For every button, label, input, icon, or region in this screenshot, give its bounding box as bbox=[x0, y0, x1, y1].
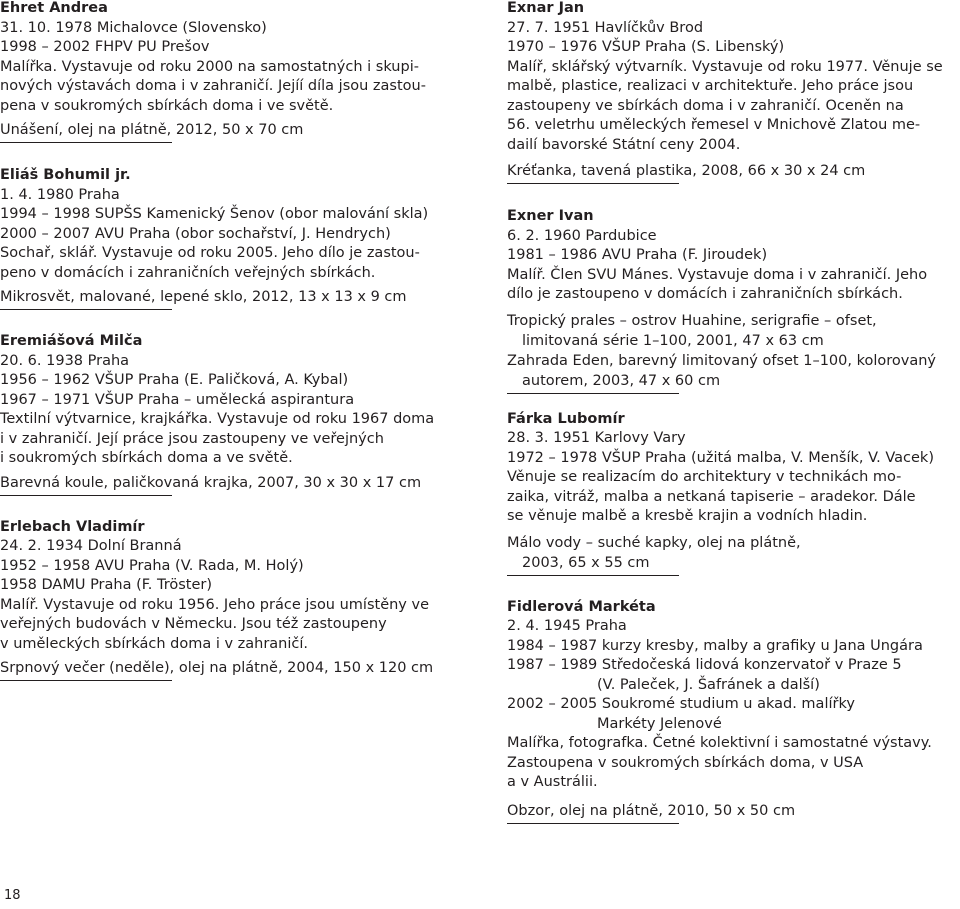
artist-name: Exner Ivan bbox=[507, 208, 594, 224]
right-column bbox=[507, 0, 960, 819]
bio-line: i v zahraničí. Její práce jsou zastoupeny ve veřejných bbox=[0, 430, 384, 447]
education-line: 2000 – 2007 AVU Praha (obor sochařství, J. Hendrych) bbox=[0, 225, 391, 242]
education-line: Markéty Jelenové bbox=[597, 715, 722, 732]
bio-line: zastoupeny ve sbírkách doma i v zahraničí. Oceněn na bbox=[507, 97, 904, 114]
bio-line: i soukromých sbírkách doma a ve světě. bbox=[0, 450, 293, 466]
bio-line: v uměleckých sbírkách doma i v zahraničí. bbox=[0, 635, 309, 652]
artist-entry-elias bbox=[0, 166, 475, 310]
artwork-caption: Mikrosvět, malované, lepené sklo, 2012, 13 x 13 x 9 cm bbox=[0, 289, 407, 305]
page-number: 18 bbox=[4, 888, 21, 903]
artist-entry-erlebach bbox=[0, 518, 475, 682]
bio-line: dílo je zastoupeno v domácích i zahraničních sbírkách. bbox=[507, 286, 903, 302]
education-line: 1958 DAMU Praha (F. Tröster) bbox=[0, 577, 212, 593]
education-line: 1952 – 1958 AVU Praha (V. Rada, M. Holý) bbox=[0, 557, 304, 574]
birth-line: 20. 6. 1938 Praha bbox=[0, 352, 130, 369]
birth-line: 6. 2. 1960 Pardubice bbox=[507, 227, 657, 244]
artist-name: Eliáš Bohumil jr. bbox=[0, 167, 131, 183]
bio-line: Malíř. Člen SVU Mánes. Vystavuje doma i v zahraničí. Jeho bbox=[507, 266, 928, 283]
artwork-caption: Málo vody – suché kapky, olej na plátně, bbox=[507, 534, 801, 551]
bio-line: a v Austrálii. bbox=[507, 774, 598, 790]
education-line: 2002 – 2005 Soukromé studium u akad. malířky bbox=[507, 696, 855, 712]
education-line: 1984 – 1987 kurzy kresby, malby a grafiky u Jana Ungára bbox=[507, 637, 923, 654]
bio-line: zaika, vitráž, malba a netkaná tapiserie – aradekor. Dále bbox=[507, 488, 916, 505]
bio-line: 56. veletrhu uměleckých řemesel v Mnichově Zlatou me- bbox=[507, 117, 921, 133]
divider bbox=[507, 575, 679, 576]
education-line: 1956 – 1962 VŠUP Praha (E. Paličková, A. Kybal) bbox=[0, 372, 349, 388]
divider bbox=[0, 680, 172, 681]
bio-line: Malíř. Vystavuje od roku 1956. Jeho práce jsou umístěny ve bbox=[0, 596, 429, 613]
artwork-caption: Barevná koule, paličkovaná krajka, 2007, 30 x 30 x 17 cm bbox=[0, 474, 422, 491]
artwork-caption: Srpnový večer (neděle), olej na plátně, 2004, 150 x 120 cm bbox=[0, 660, 434, 676]
bio-line: Sochař, sklář. Vystavuje od roku 2005. Jeho dílo je zastou- bbox=[0, 245, 420, 261]
artist-name: Fidlerová Markéta bbox=[507, 598, 656, 615]
bio-line: Malíř, sklářský výtvarník. Vystavuje od roku 1977. Věnuje se bbox=[507, 58, 943, 75]
artwork-caption: autorem, 2003, 47 x 60 cm bbox=[522, 372, 721, 389]
artwork-caption: 2003, 65 x 55 cm bbox=[522, 554, 650, 571]
artist-name: Exnar Jan bbox=[507, 0, 585, 16]
artist-name: Fárka Lubomír bbox=[507, 410, 625, 427]
bio-line: Malířka. Vystavuje od roku 2000 na samostatných i skupi- bbox=[0, 58, 419, 75]
birth-line: 27. 7. 1951 Havlíčkův Brod bbox=[507, 19, 704, 36]
artwork-caption: Kréťanka, tavená plastika, 2008, 66 x 30 x 24 cm bbox=[507, 163, 866, 179]
education-line: 1967 – 1971 VŠUP Praha – umělecká aspirantura bbox=[0, 391, 355, 408]
artwork-caption: Unášení, olej na plátně, 2012, 50 x 70 cm bbox=[0, 122, 304, 138]
divider bbox=[0, 142, 172, 143]
artist-name: Ehret Andrea bbox=[0, 0, 108, 16]
divider bbox=[0, 495, 172, 496]
artist-entry-exner bbox=[507, 207, 960, 394]
divider bbox=[507, 823, 679, 824]
birth-line: 28. 3. 1951 Karlovy Vary bbox=[507, 430, 686, 446]
education-line: 1994 – 1998 SUPŠS Kamenický Šenov (obor malování skla) bbox=[0, 206, 429, 222]
bio-line: nových výstavách doma i v zahraničí. Jejíí díla jsou zastou- bbox=[0, 78, 426, 94]
education-line: 1981 – 1986 AVU Praha (F. Jiroudek) bbox=[507, 247, 768, 263]
artwork-caption: Obzor, olej na plátně, 2010, 50 x 50 cm bbox=[507, 802, 796, 819]
divider bbox=[507, 183, 679, 184]
birth-line: 24. 2. 1934 Dolní Branná bbox=[0, 538, 182, 554]
bio-line: Věnuje se realizacím do architektury v technikách mo- bbox=[507, 469, 902, 485]
bio-line: Zastoupena v soukromých sbírkách doma, v USA bbox=[507, 754, 864, 771]
divider bbox=[0, 309, 172, 310]
bio-line: se věnuje malbě a kresbě krajin a vodních hladin. bbox=[507, 508, 868, 524]
education-line: 1987 – 1989 Středočeská lidová konzervatoř v Praze 5 bbox=[507, 657, 902, 673]
artist-entry-ehret bbox=[0, 0, 475, 143]
bio-line: veřejných budovách v Německu. Jsou též zastoupeny bbox=[0, 616, 387, 632]
artwork-caption: Zahrada Eden, barevný limitovaný ofset 1–100, kolorovaný bbox=[507, 352, 936, 369]
education-line: 1970 – 1976 VŠUP Praha (S. Libenský) bbox=[507, 39, 785, 55]
left-column bbox=[0, 0, 475, 676]
bio-line: peno v domácích i zahraničních veřejných sbírkách. bbox=[0, 264, 376, 281]
bio-line: pena v soukromých sbírkách doma i ve světě. bbox=[0, 97, 334, 114]
education-line: 1998 – 2002 FHPV PU Prešov bbox=[0, 39, 210, 55]
artist-name: Erlebach Vladimír bbox=[0, 518, 145, 535]
birth-line: 31. 10. 1978 Michalovce (Slovensko) bbox=[0, 19, 267, 36]
artwork-caption: Tropický prales – ostrov Huahine, serigrafie – ofset, bbox=[507, 312, 877, 329]
artwork-caption: limitovaná série 1–100, 2001, 47 x 63 cm bbox=[522, 332, 824, 349]
birth-line: 1. 4. 1980 Praha bbox=[0, 186, 120, 203]
education-line: (V. Paleček, J. Šafránek a další) bbox=[597, 676, 820, 693]
artist-entry-fidlerova bbox=[507, 598, 960, 824]
birth-line: 2. 4. 1945 Praha bbox=[507, 618, 627, 634]
bio-line: malbě, plastice, realizaci v architektuře. Jeho práce jsou bbox=[507, 78, 914, 94]
artist-entry-farka bbox=[507, 410, 960, 576]
bio-line: Textilní výtvarnice, krajkářka. Vystavuje od roku 1967 doma bbox=[0, 411, 435, 427]
artist-name: Eremiášová Milča bbox=[0, 333, 143, 349]
bio-line: dailí bavorské Státní ceny 2004. bbox=[507, 136, 741, 153]
artist-entry-exnar bbox=[507, 0, 960, 184]
divider bbox=[507, 393, 679, 394]
bio-line: Malířka, fotografka. Četné kolektivní i samostatné výstavy. bbox=[507, 735, 932, 751]
education-line: 1972 – 1978 VŠUP Praha (užitá malba, V. Menšík, V. Vacek) bbox=[507, 449, 934, 466]
artist-entry-eremiasova bbox=[0, 332, 475, 496]
